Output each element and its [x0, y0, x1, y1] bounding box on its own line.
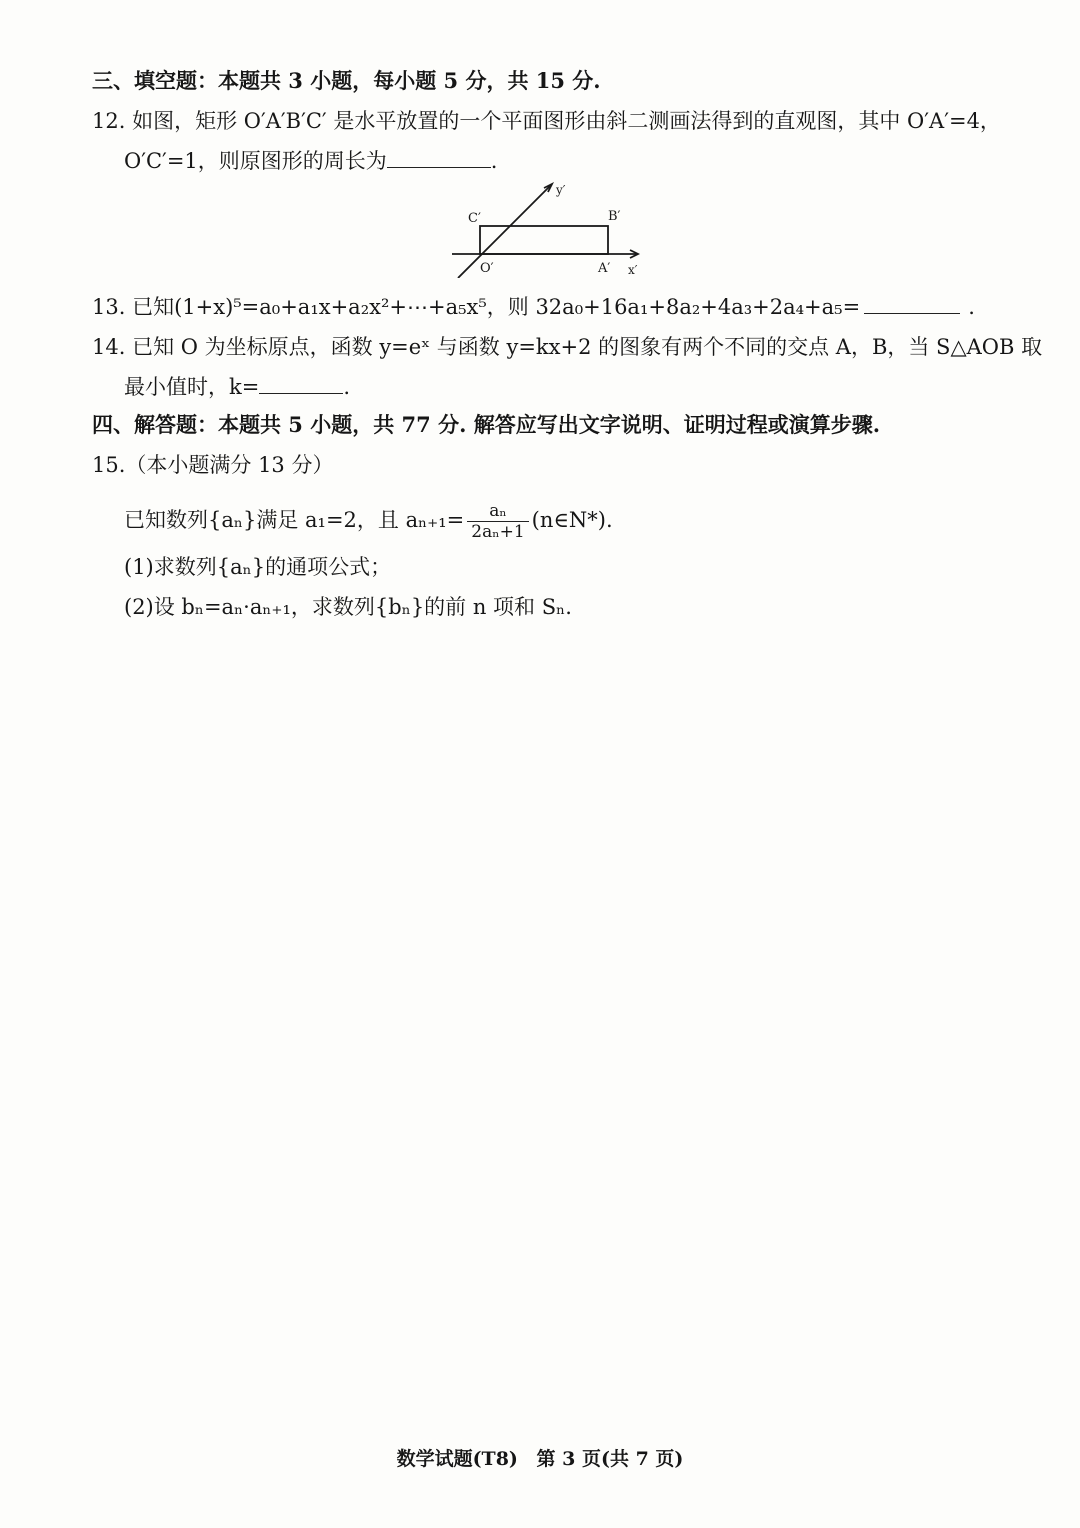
q15-fraction — [467, 501, 528, 542]
label-c-prime: C′ — [468, 211, 481, 226]
footer-title: 数学试题(T8) — [396, 1448, 518, 1470]
label-b-prime: B′ — [608, 209, 621, 224]
q14-line2 — [124, 372, 350, 402]
q12-line2-text: O′C′=1，则原图形的周长为 — [124, 149, 387, 173]
page-footer — [0, 1444, 1080, 1471]
rectangle-oabc — [480, 226, 608, 254]
oblique-rectangle-figure — [452, 182, 644, 278]
y-axis-line — [458, 184, 552, 278]
section3-heading: 三、填空题：本题共 3 小题，每小题 5 分，共 15 分. — [92, 68, 601, 93]
q15-frac-numerator: aₙ — [467, 501, 528, 522]
q14-line2-text: 最小值时，k= — [124, 375, 260, 399]
label-x-prime: x′ — [628, 263, 638, 277]
q12-line1: 12. 如图，矩形 O′A′B′C′ 是水平放置的一个平面图形由斜二测画法得到的直观图，其中 O′A′=4， — [92, 109, 1001, 133]
q13-answer-blank — [864, 293, 960, 314]
label-o-prime: O′ — [480, 261, 494, 276]
section4-heading: 四、解答题：本题共 5 小题，共 77 分. 解答应写出文字说明、证明过程或演算步骤. — [92, 412, 881, 437]
q15-given — [124, 498, 613, 542]
q15-frac-denominator: 2aₙ+1 — [471, 522, 525, 542]
q13-line — [92, 292, 975, 322]
q13-text: 13. 已知(1+x)⁵=a₀+a₁x+a₂x²+⋯+a₅x⁵，则 32a₀+16a₁+8a₂+4a₃+2a₄+a₅= — [92, 295, 861, 319]
label-a-prime: A′ — [598, 261, 611, 276]
q15-given-pre: 已知数列{aₙ}满足 a₁=2，且 aₙ₊₁= — [124, 508, 465, 532]
q15-given-post: (n∈N*). — [531, 508, 613, 532]
footer-page-number: 第 3 页(共 7 页) — [536, 1448, 684, 1470]
q15-title: 15.（本小题满分 13 分） — [92, 453, 334, 477]
q14-line2-end: . — [343, 375, 351, 399]
q15-part2: (2)设 bₙ=aₙ·aₙ₊₁，求数列{bₙ}的前 n 项和 Sₙ. — [124, 595, 572, 619]
q15-part1: (1)求数列{aₙ}的通项公式； — [124, 555, 392, 579]
q12-line2 — [124, 146, 497, 176]
q12-line2-end: . — [490, 149, 498, 173]
label-y-prime: y′ — [556, 183, 566, 197]
q13-end: . — [968, 295, 975, 319]
q14-answer-blank — [259, 373, 343, 394]
q12-answer-blank — [387, 147, 491, 168]
q14-line1: 14. 已知 O 为坐标原点，函数 y=eˣ 与函数 y=kx+2 的图象有两个不同的交点 A，B，当 S△AOB 取 — [92, 335, 1043, 359]
